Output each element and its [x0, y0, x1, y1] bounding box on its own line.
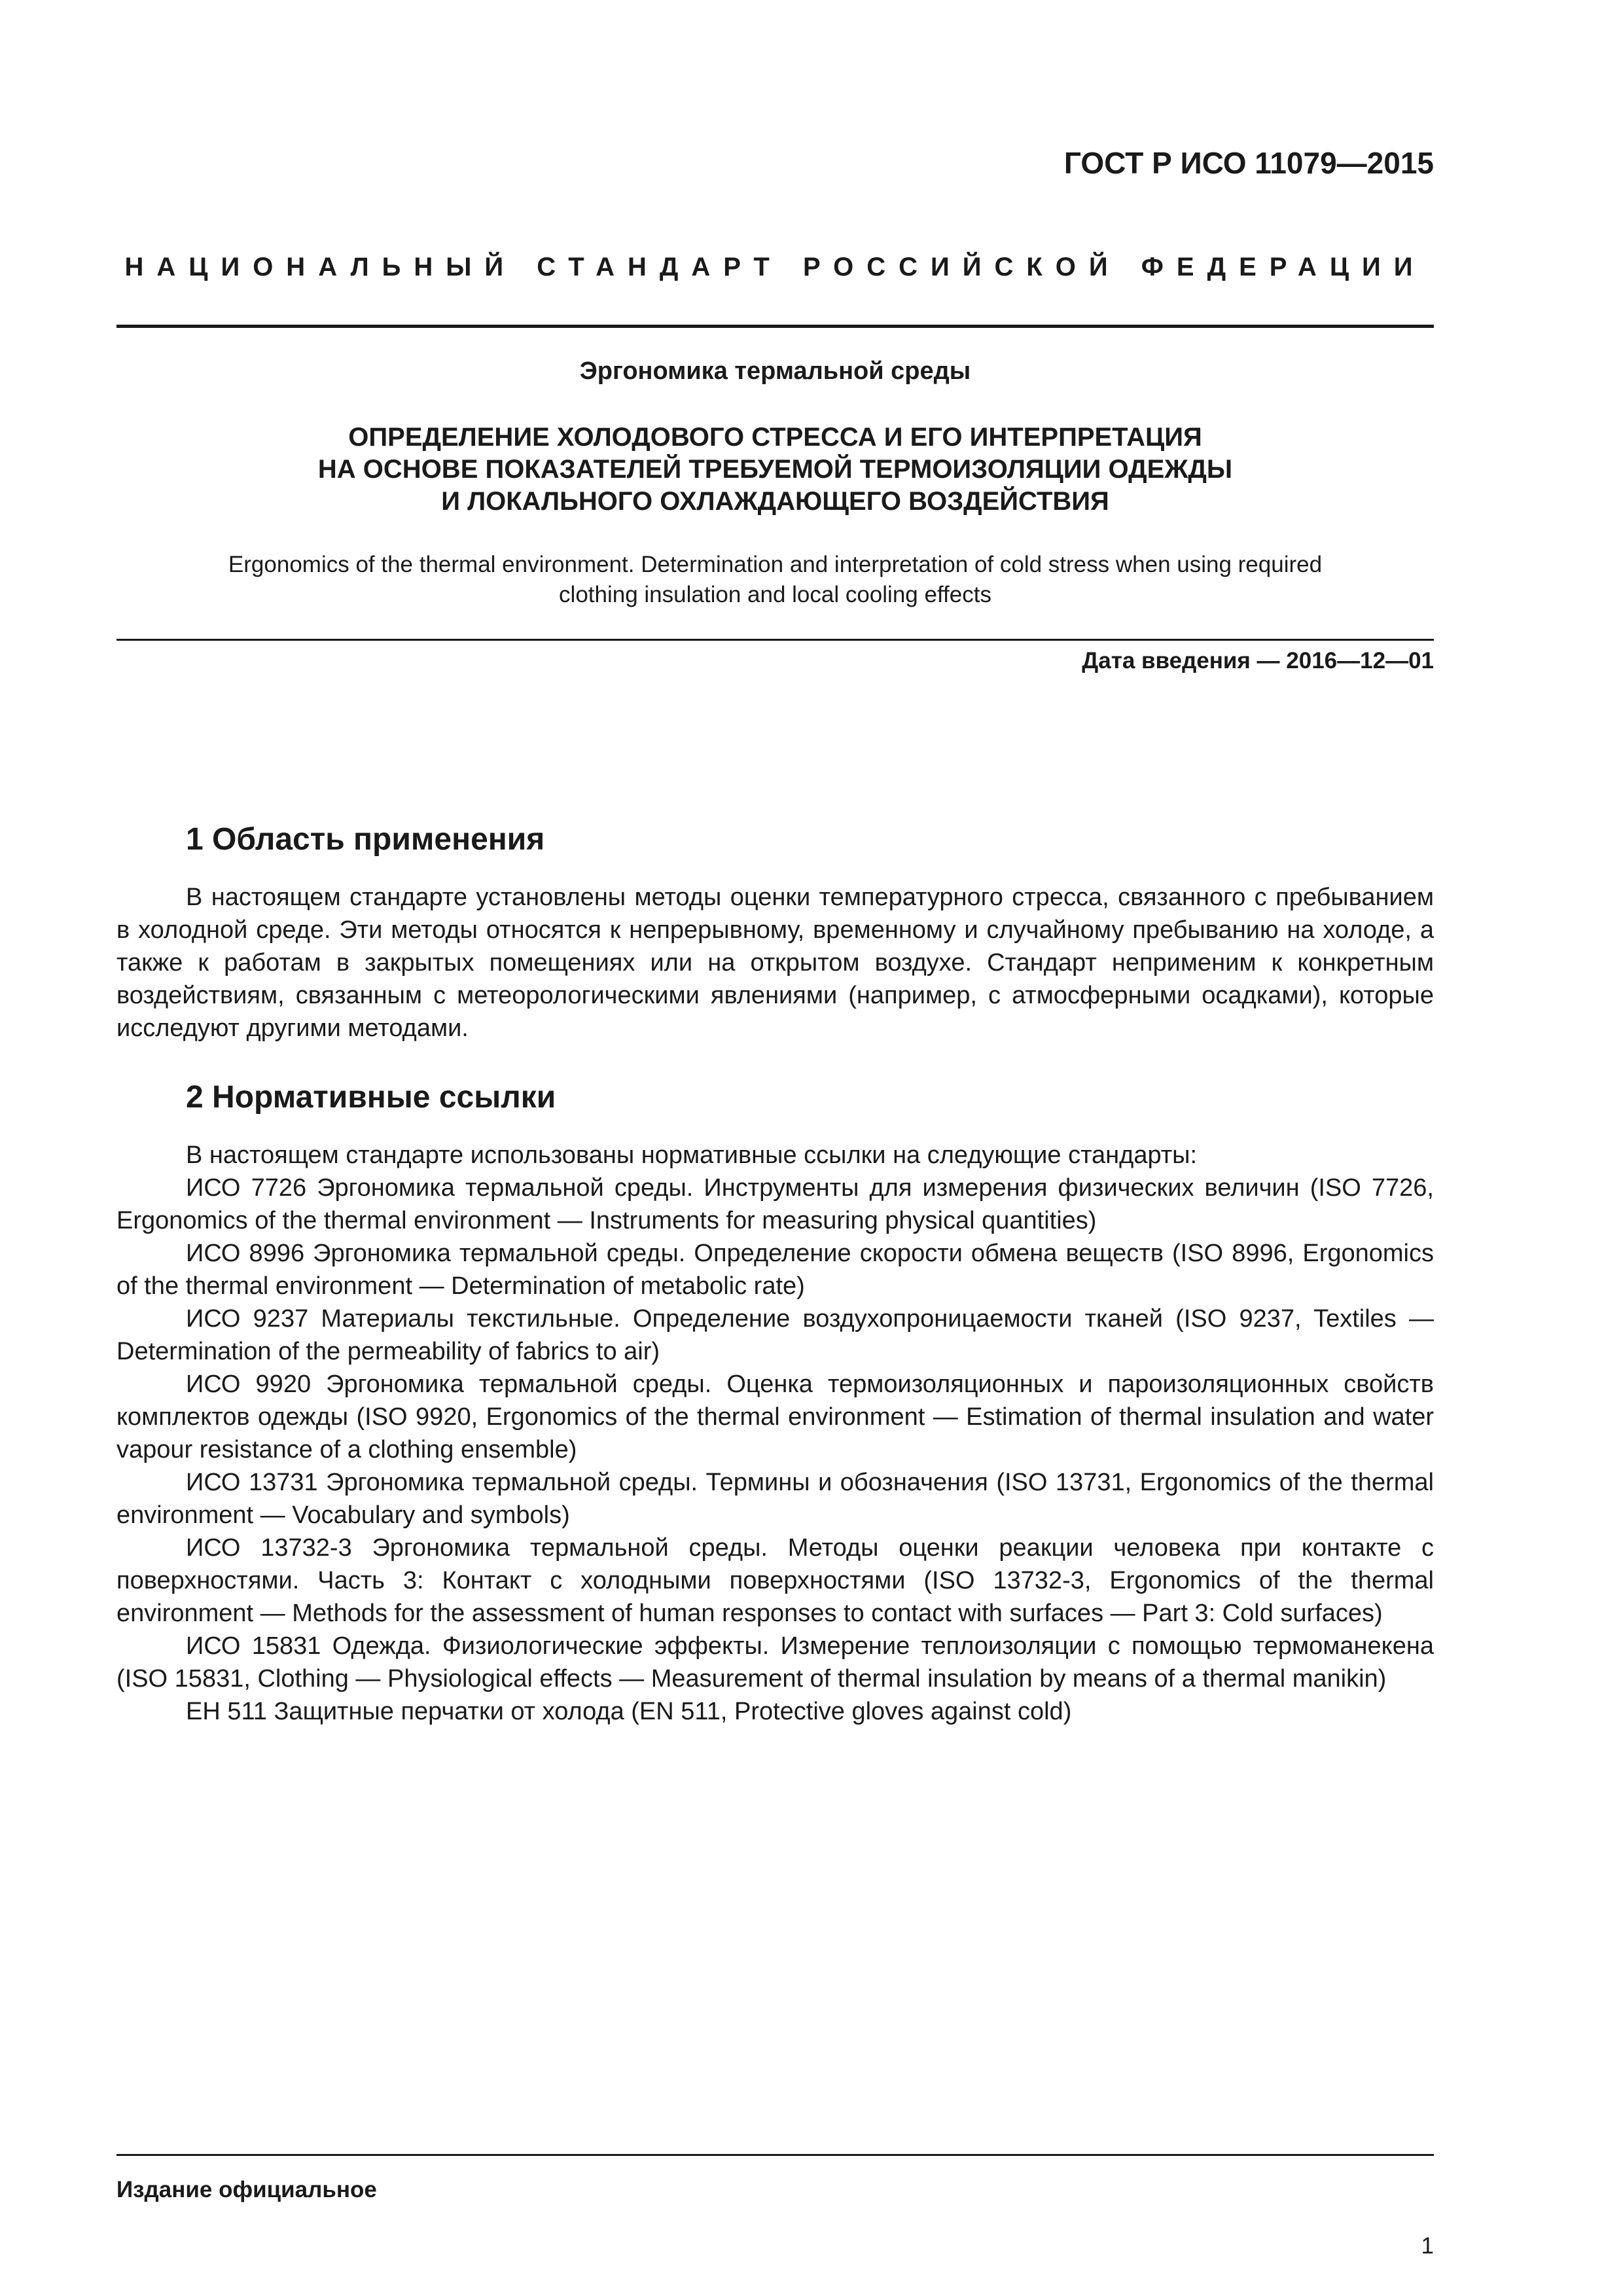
page-number: 1	[1421, 2233, 1434, 2259]
english-title-line: clothing insulation and local cooling effects	[559, 582, 991, 607]
section-heading: 2 Нормативные ссылки	[186, 1080, 556, 1115]
reference-item: ЕН 511 Защитные перчатки от холода (EN 511, Protective gloves against cold)	[186, 1698, 1072, 1725]
paragraph: В настоящем стандарте установлены методы оценки температурного стресса, связанного с пребыванием в холодной среде. Эти методы относятся к непрерывному, временному и случайному пребыванию на холоде, а также к работам в закрытых помещениях или на открытом воздухе. Стандарт неприменим к конкретным воздействиям, связанным с метеорологическими явлениями (например, с атмосферными осадками), которые исследуют другими методами.	[116, 884, 1434, 1042]
title-line: И ЛОКАЛЬНОГО ОХЛАЖДАЮЩЕГО ВОЗДЕЙСТВИЯ	[441, 487, 1109, 516]
reference-item: ИСО 7726 Эргономика термальной среды. Инструменты для измерения физических величин (ISO 7726, Ergonomics of the thermal environment — Instruments for measuring physical quantities)	[116, 1174, 1434, 1234]
reference-item: ИСО 8996 Эргономика термальной среды. Определение скорости обмена веществ (ISO 8996, Ergonomics of the thermal environment — Determination of metabolic rate)	[116, 1240, 1434, 1300]
national-standard-banner: НАЦИОНАЛЬНЫЙ СТАНДАРТ РОССИЙСКОЙ ФЕДЕРАЦИИ	[124, 253, 1426, 281]
english-title-line: Ergonomics of the thermal environment. Determination and interpretation of cold stress when using required	[228, 552, 1323, 577]
footer-divider	[116, 2154, 1434, 2156]
reference-item: ИСО 13731 Эргономика термальной среды. Термины и обозначения (ISO 13731, Ergonomics of the thermal environment — Vocabulary and symbols)	[116, 1469, 1434, 1529]
document-code: ГОСТ Р ИСО 11079—2015	[1063, 146, 1434, 180]
divider	[116, 325, 1434, 328]
title-line: НА ОСНОВЕ ПОКАЗАТЕЛЕЙ ТРЕБУЕМОЙ ТЕРМОИЗОЛЯЦИИ ОДЕЖДЫ	[317, 455, 1233, 484]
divider	[116, 639, 1434, 641]
document-title	[116, 422, 1434, 518]
subject-heading: Эргономика термальной среды	[579, 357, 971, 385]
document-body	[116, 821, 1434, 1728]
title-line: ОПРЕДЕЛЕНИЕ ХОЛОДОВОГО СТРЕССА И ЕГО ИНТЕРПРЕТАЦИЯ	[348, 423, 1202, 452]
english-title	[116, 550, 1434, 610]
section-heading: 1 Область применения	[186, 822, 545, 857]
reference-item: ИСО 13732-3 Эргономика термальной среды. Методы оценки реакции человека при контакте с поверхностями. Часть 3: Контакт с холодными поверхностями (ISO 13732-3, Ergonomics of the thermal environment — Methods for the assessment of human responses to contact with surfaces — Part 3: Cold surfaces)	[116, 1534, 1434, 1627]
reference-item: ИСО 9920 Эргономика термальной среды. Оценка термоизоляционных и пароизоляционных свойств комплектов одежды (ISO 9920, Ergonomics of the thermal environment — Estimation of thermal insulation and water vapour resistance of a clothing ensemble)	[116, 1371, 1434, 1463]
edition-label: Издание официальное	[116, 2177, 377, 2202]
effective-date: Дата введения — 2016—12—01	[1082, 648, 1434, 673]
paragraph: В настоящем стандарте использованы нормативные ссылки на следующие стандарты:	[186, 1141, 1198, 1169]
reference-item: ИСО 15831 Одежда. Физиологические эффекты. Измерение теплоизоляции с помощью термоманекена (ISO 15831, Clothing — Physiological effects — Measurement of thermal insulation by means of a thermal manikin)	[116, 1632, 1434, 1693]
reference-item: ИСО 9237 Материалы текстильные. Определение воздухопроницаемости тканей (ISO 9237, Textiles — Determination of the permeability of fabrics to air)	[116, 1305, 1434, 1365]
